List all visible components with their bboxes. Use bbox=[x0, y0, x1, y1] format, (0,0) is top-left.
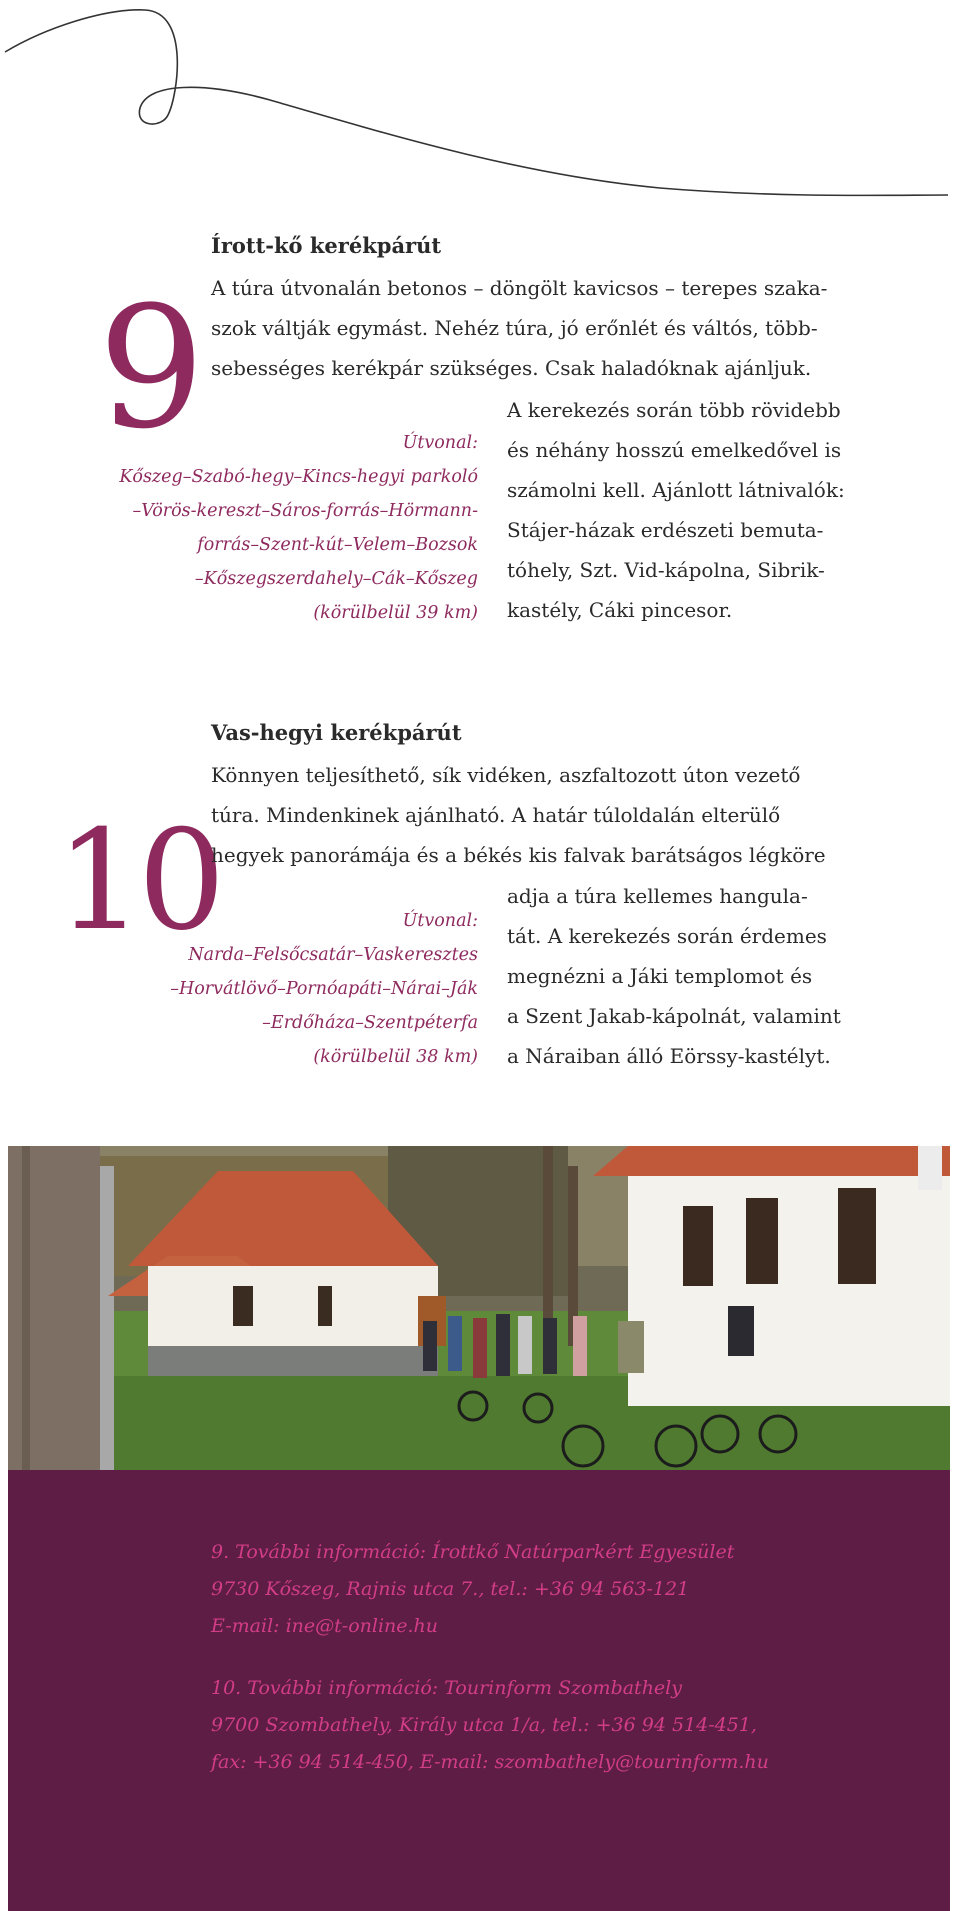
info-line: 9700 Szombathely, Király utca 1/a, tel.: +36 94 514-451, bbox=[211, 1714, 757, 1736]
route-line: –Horvátlövő–Pornóapáti–Nárai–Ják bbox=[170, 979, 478, 999]
body-line: adja a túra kellemes hangula- bbox=[507, 884, 808, 908]
route-line: Kőszeg–Szabó-hegy–Kincs-hegyi parkoló bbox=[119, 467, 478, 487]
body-line: tát. A kerekezés során érdemes bbox=[507, 924, 827, 948]
info-line: 9. További információ: Írottkő Natúrparkért Egyesület bbox=[211, 1541, 735, 1563]
route-line: –Kőszegszerdahely–Cák–Kőszeg bbox=[194, 569, 478, 589]
route-distance: (körülbelül 38 km) bbox=[313, 1047, 478, 1067]
decorative-swirl bbox=[0, 0, 960, 220]
route-line: –Erdőháza–Szentpéterfa bbox=[262, 1013, 478, 1033]
body-line: a Szent Jakab-kápolnát, valamint bbox=[507, 1004, 841, 1028]
route-label: Útvonal: bbox=[402, 911, 478, 931]
route-line: –Vörös-kereszt–Sáros-forrás–Hörmann- bbox=[132, 501, 478, 521]
body-line: és néhány hosszú emelkedővel is bbox=[507, 438, 842, 462]
body-line: számolni kell. Ajánlott látnivalók: bbox=[507, 478, 845, 502]
info-email-line: fax: +36 94 514-450, E-mail: szombathely@tourinform.hu bbox=[211, 1751, 769, 1773]
intro-line: Könnyen teljesíthető, sík vidéken, aszfaltozott úton vezető bbox=[211, 763, 801, 787]
route-box bbox=[119, 426, 478, 630]
body-line: A kerekezés során több rövidebb bbox=[507, 398, 841, 422]
route-line: forrás–Szent-kút–Velem–Bozsok bbox=[197, 535, 478, 555]
section-title: Vas-hegyi kerékpárút bbox=[211, 720, 462, 745]
info-block-10 bbox=[211, 1670, 769, 1781]
section-number: 10 bbox=[56, 800, 220, 961]
route-box bbox=[170, 904, 478, 1074]
section-number: 9 bbox=[98, 270, 205, 466]
info-line: 10. További információ: Tourinform Szombathely bbox=[211, 1677, 682, 1699]
route-distance: (körülbelül 39 km) bbox=[313, 603, 478, 623]
body-line: a Náraiban álló Eörssy-kastélyt. bbox=[507, 1044, 831, 1068]
route-line: Narda–Felsőcsatár–Vaskeresztes bbox=[188, 945, 478, 965]
info-email-line: E-mail: ine@t-online.hu bbox=[211, 1615, 439, 1637]
section-title: Írott-kő kerékpárút bbox=[211, 233, 442, 258]
info-line: 9730 Kőszeg, Rajnis utca 7., tel.: +36 94 563-121 bbox=[211, 1578, 690, 1600]
route-label: Útvonal: bbox=[402, 433, 478, 453]
intro-line: sebességes kerékpár szükséges. Csak haladóknak ajánljuk. bbox=[211, 356, 812, 380]
body-line: tóhely, Szt. Vid-kápolna, Sibrik- bbox=[507, 558, 825, 582]
intro-line: túra. Mindenkinek ajánlható. A határ túloldalán elterülő bbox=[211, 803, 781, 827]
intro-line: hegyek panorámája és a békés kis falvak barátságos légköre bbox=[211, 843, 826, 867]
info-block-9 bbox=[211, 1534, 734, 1645]
intro-line: szok váltják egymást. Nehéz túra, jó erőnlét és váltós, több- bbox=[211, 316, 818, 340]
body-line: megnézni a Jáki templomot és bbox=[507, 964, 813, 988]
intro-line: A túra útvonalán betonos – döngölt kavicsos – terepes szaka- bbox=[211, 276, 828, 300]
body-line: kastély, Cáki pincesor. bbox=[507, 598, 733, 622]
cyclists-photo bbox=[8, 1146, 950, 1470]
info-box bbox=[8, 1470, 950, 1911]
body-line: Stájer-házak erdészeti bemuta- bbox=[507, 518, 824, 542]
